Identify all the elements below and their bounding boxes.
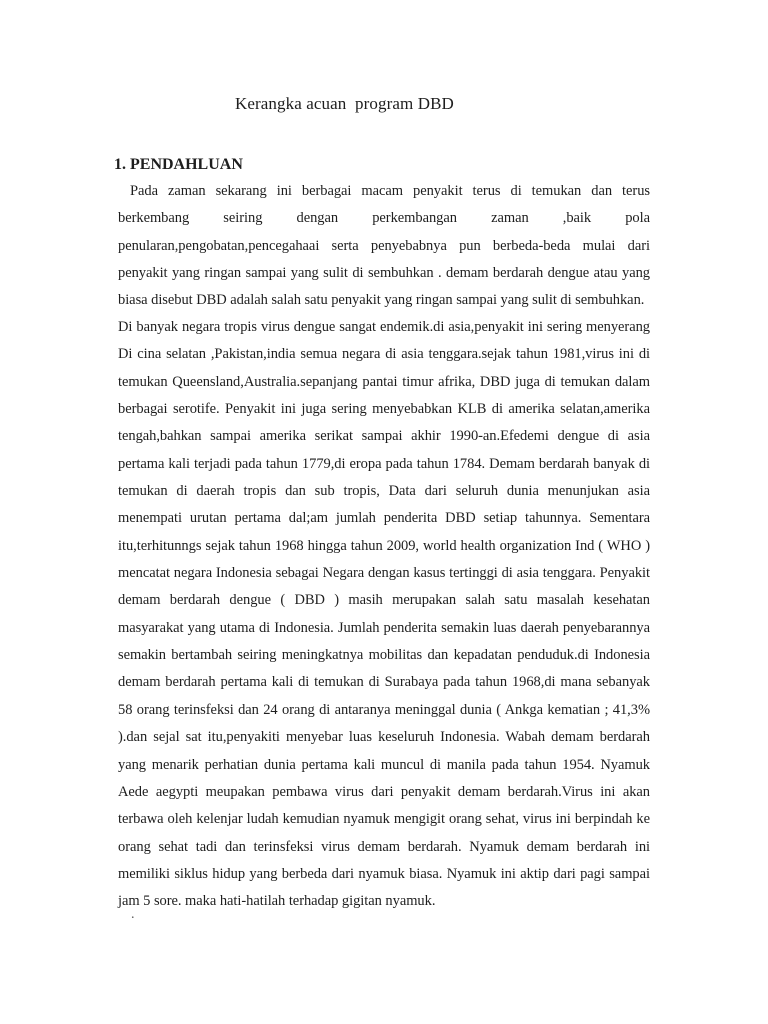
trailing-mark: . bbox=[131, 907, 135, 922]
paragraph-body: Di banyak negara tropis virus dengue sangat endemik.di asia,penyakit ini sering menyerang Di cina selatan ,Pakistan,india semua negara di asia tenggara.sejak tahun 1981,virus ini di temukan Queensland,Australia.sepanjang pantai timur afrika, DBD juga di temukan dalam berbagai serotife. Penyakit ini juga sering menyebabkan KLB di amerika selatan,amerika tengah,bahkan sampai amerika serikat sampai akhir 1990-an.Efedemi dengue di asia pertama kali terjadi pada tahun 1779,di eropa pada tahun 1784. Demam berdarah banyak di temukan di daerah tropis dan sub tropis, Data dari seluruh dunia menunjukan asia menempati urutan pertama dal;am jumlah penderita DBD setiap tahunnya. Sementara itu,terhitunngs sejak tahun 1968 hingga tahun 2009, world health organization Ind ( WHO ) mencatat negara Indonesia sebagai Negara dengan kasus tertinggi di asia tenggara. Penyakit demam berdarah dengue ( DBD ) masih merupakan salah satu masalah kesehatan masyarakat yang utama di Indonesia. Jumlah penderita semakin luas daerah penyebarannya semakin bertambah seiring meningkatnya mobilitas dan kepadatan penduduk.di Indonesia demam berdarah pertama kali di temukan di Surabaya pada tahun 1968,di mana sebanyak 58 orang terinsfeksi dan 24 orang di antaranya meninggal dunia ( Ankga kematian ; 41,3% ).dan sejal sat itu,penyakiti menyebar luas keseluruh Indonesia. Wabah demam berdarah yang menarik perhatian dunia pertama kali muncul di manila pada tahun 1954. Nyamuk Aede aegypti meupakan pembawa virus dari penyakit demam berdarah.Virus ini akan terbawa oleh kelenjar ludah kemudian nyamuk mengigit orang sehat, virus ini berpindah ke orang sehat tadi dan terinsfeksi virus demam berdarah. Nyamuk demam berdarah ini memiliki siklus hidup yang berbeda dari nyamuk biasa. Nyamuk ini aktip dari pagi sampai jam 5 sore. maka hati-hatilah terhadap gigitan nyamuk. bbox=[118, 319, 650, 910]
document-title: Kerangka acuan program DBD bbox=[235, 94, 454, 113]
paragraph-intro: Pada zaman sekarang ini berbagai macam penyakit terus di temukan dan terus berkembang seiring dengan perkembangan zaman ,baik pola penularan,pengobatan,pencegahaai serta penyebabnya pun berbeda-beda mulai dari penyakit yang ringan sampai yang sulit di sembuhkan . demam berdarah dengue atau yang biasa disebut DBD adalah salah satu penyakit yang ringan sampai yang sulit di sembuhkan. bbox=[118, 183, 650, 309]
section-heading: 1. PENDAHLUAN bbox=[114, 156, 243, 173]
